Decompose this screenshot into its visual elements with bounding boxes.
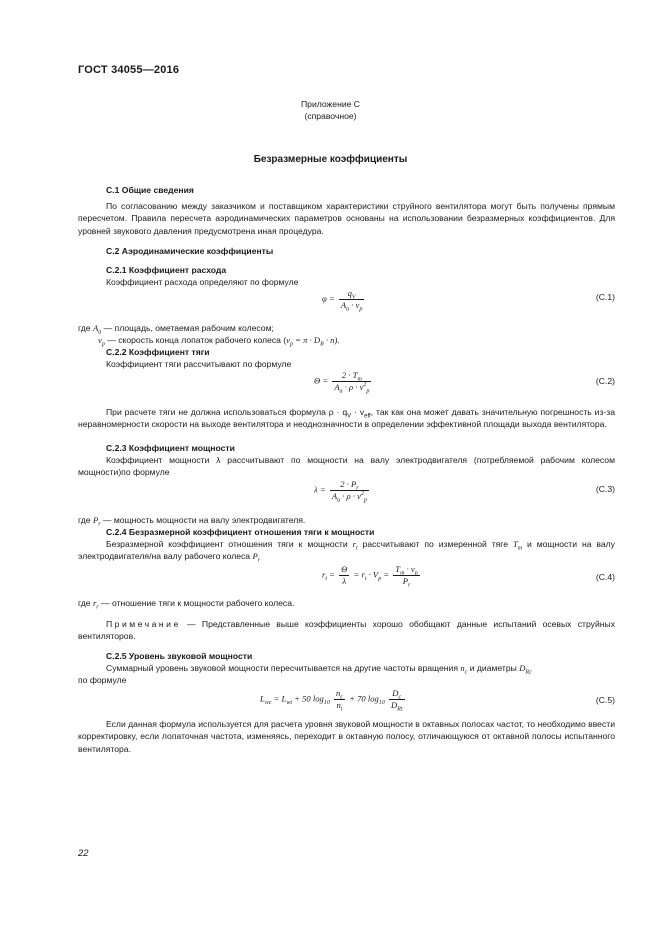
section-c22-heading: С.2.2 Коэффициент тяги (106, 347, 210, 357)
definition-line: где $r_r$ — отношение тяги к мощности рабочего колеса. (78, 598, 295, 611)
section-c25-text: Суммарный уровень звуковой мощности пересчитывается на другие частоты вращения $n_c$ и диаметры $D_{Rc}$ (106, 663, 532, 676)
equation-number: (С.3) (595, 484, 615, 494)
annex-subtitle: (справочное) (304, 111, 357, 121)
section-c22-text: Коэффициент тяги рассчитывают по формуле (106, 359, 292, 369)
equation-number: (С.5) (595, 695, 615, 705)
section-c24-heading: С.2.4 Безразмерной коэффициент отношения тяги к мощности (106, 527, 375, 537)
definition-line: где $A_a$ — площадь, ометаемая рабочим колесом; (78, 323, 274, 336)
section-c24-text: Безразмерной коэффициент отношения тяги к мощности $r_t$ рассчитывают по измеренной тяге $T_m$ и мощности на валу электродвигателя/на валу рабочего колеса $P_r$ (78, 539, 615, 565)
fraction: $\frac{2 \cdot T_m}{A_a \cdot \rho \cdot v^2_p}$ (334, 370, 370, 395)
section-c1-heading: С.1 Общие сведения (106, 185, 194, 195)
equation-number: (С.4) (595, 572, 615, 582)
page-title: Безразмерные коэффициенты (253, 154, 408, 165)
fraction: $\frac{2 \cdot P_r}{A_a \cdot \rho \cdot v^2_p}$ (331, 479, 367, 504)
section-c23-text: Коэффициент мощности λ рассчитывают по мощности на валу электродвигателя (потребляемой рабочим колесом мощности)по формуле (78, 455, 615, 478)
fraction: $\frac{q_V}{A_a \cdot v_p}$ (340, 288, 363, 313)
equation-c1: φ = $\frac{q_V}{A_a \cdot v_p}$ (322, 288, 363, 313)
annex-title: Приложение С (301, 99, 360, 109)
note-paragraph: Примечание — Представленные выше коэффициенты хорошо обобщают данные испытаний осевых струйных вентиляторов. (78, 619, 615, 642)
section-c22-text2: При расчете тяги не должна использоваться формула $\rho \cdot q_V \cdot v_{eff}$, так как она может давать значительную погрешность из-за неравномерности скорости на выходе вентилятора и неоднозначности в определении эффективной площади выхода вентилятора. (78, 407, 616, 430)
equation-c4: $r_t$ = $\frac{\Theta}{\lambda}$ = $r_t \cdot V_p$ = $\frac{T_m \cdot v_p}{P_r}$ (322, 564, 418, 589)
definition-line: где $P_r$ — мощность мощности на валу электродвигателя. (78, 515, 306, 528)
fraction: $\frac{\Theta}{\lambda}$ (341, 564, 348, 586)
equation-number: (С.1) (595, 292, 615, 302)
fraction: $\frac{n_c}{n_t}$ (336, 688, 343, 713)
equation-number: (С.2) (595, 376, 615, 386)
equation-c3: λ = $\frac{2 \cdot P_r}{A_a \cdot \rho \cdot v^2_p}$ (314, 479, 367, 504)
fraction: $\frac{T_m \cdot v_p}{P_r}$ (395, 564, 418, 589)
equation-c2: Θ = $\frac{2 \cdot T_m}{A_a \cdot \rho \cdot v^2_p}$ (314, 370, 370, 395)
section-c25-text2: Если данная формула используется для расчета уровня звуковой мощности в октавных полосах частот, то необходимо ввести корректировку, если лопаточная частота, изменяясь, переходит в октавную полосу, отличающуюся от октавной полосы испытанного вентилятора. (78, 719, 615, 754)
section-c21-heading: С.2.1 Коэффициент расхода (106, 265, 227, 275)
page-number: 22 (78, 848, 89, 859)
section-c25-heading: С.2.5 Уровень звуковой мощности (106, 651, 253, 661)
section-c21-text: Коэффициент расхода определяют по формуле (106, 277, 299, 287)
fraction: $\frac{D_c}{D_{Rt}}$ (390, 688, 403, 713)
note-label: Примечание (106, 619, 181, 629)
document-id: ГОСТ 34055—2016 (78, 64, 180, 76)
definition-line: $v_p$ — скорость конца лопаток рабочего колеса $(v_p = \pi \cdot D_R \cdot n)$. (98, 335, 340, 348)
section-c23-heading: С.2.3 Коэффициент мощности (106, 443, 235, 453)
section-c25-text-cont: по формуле (78, 675, 127, 685)
section-c2-heading: С.2 Аэродинамические коэффициенты (106, 246, 274, 256)
section-c1-text: По согласованию между заказчиком и поставщиком характеристики струйного вентилятора могут быть получены прямым пересчетом. Правила пересчета аэродинамических параметров основаны на использовании безразмерных коэффициентов. Для уровней звукового давления предусмотрена иная процедура. (78, 201, 615, 236)
equation-c5: $L_{wc} = L_{wt} + 50$ $\log_{10}$ $\frac{n_c}{n_t}$ + 70 $\log_{10}$ $\frac{D_c}{D_{Rt}}$ (260, 688, 403, 713)
